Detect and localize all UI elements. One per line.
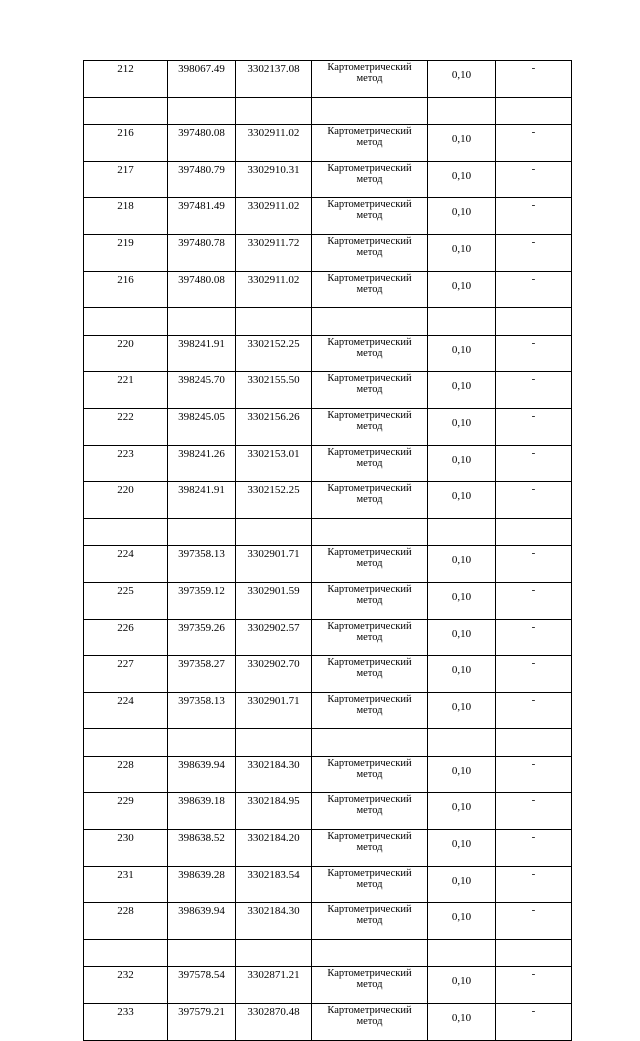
point-number-cell: 221 [84, 372, 168, 409]
accuracy-cell: 0,10 [428, 198, 496, 235]
x-coordinate-cell: 397359.26 [168, 619, 236, 656]
empty-cell [496, 729, 572, 757]
point-number-cell: 218 [84, 198, 168, 235]
method-cell [312, 619, 428, 656]
description-cell: - [496, 793, 572, 830]
method-line-1: Картометрический [327, 62, 412, 73]
method-cell [312, 161, 428, 198]
table-row [84, 756, 572, 793]
method-line-1: Картометрический [327, 272, 412, 284]
point-number-cell: 220 [84, 335, 168, 372]
description-cell: - [496, 619, 572, 656]
method-line-1: Картометрический [327, 968, 412, 980]
method-cell [312, 692, 428, 729]
point-number-cell: 224 [84, 692, 168, 729]
point-number-cell: 222 [84, 408, 168, 445]
point-number-cell: 226 [84, 619, 168, 656]
x-coordinate-cell: 397359.12 [168, 582, 236, 619]
table-row [84, 372, 572, 409]
description-cell: - [496, 161, 572, 198]
method-line-2: метод [356, 631, 383, 643]
method-line-2: метод [356, 768, 383, 780]
table-row [84, 198, 572, 235]
y-coordinate-cell: 3302901.71 [236, 546, 312, 583]
empty-cell [236, 308, 312, 336]
point-number-cell: 212 [84, 61, 168, 98]
empty-cell [168, 308, 236, 336]
accuracy-cell: 0,10 [428, 408, 496, 445]
point-number-cell: 219 [84, 234, 168, 271]
y-coordinate-cell: 3302871.21 [236, 967, 312, 1004]
method-line-2: метод [356, 173, 383, 185]
point-number-cell: 233 [84, 1004, 168, 1041]
table-row [84, 408, 572, 445]
method-cell [312, 335, 428, 372]
x-coordinate-cell: 398639.94 [168, 756, 236, 793]
table-row [84, 793, 572, 830]
empty-cell [428, 518, 496, 546]
description-cell: - [496, 546, 572, 583]
x-coordinate-cell: 398241.91 [168, 335, 236, 372]
method-line-1: Картометрический [327, 446, 412, 458]
method-line-1: Картометрический [327, 1005, 412, 1017]
point-number-cell: 231 [84, 866, 168, 903]
empty-cell [496, 97, 572, 125]
method-cell [312, 125, 428, 162]
y-coordinate-cell: 3302152.25 [236, 335, 312, 372]
empty-cell [168, 518, 236, 546]
point-number-cell: 229 [84, 793, 168, 830]
method-line-1: Картометрический [327, 547, 412, 559]
method-line-1: Картометрический [327, 693, 412, 705]
method-cell [312, 482, 428, 519]
method-cell [312, 793, 428, 830]
x-coordinate-cell: 398067.49 [168, 61, 236, 98]
method-line-1: Картометрический [327, 757, 412, 769]
method-line-1: Картометрический [327, 373, 412, 385]
method-line-2: метод [356, 494, 383, 506]
y-coordinate-cell: 3302184.30 [236, 903, 312, 940]
y-coordinate-cell: 3302152.25 [236, 482, 312, 519]
point-number-cell: 225 [84, 582, 168, 619]
method-line-1: Картометрический [327, 794, 412, 806]
method-line-2: метод [356, 73, 383, 84]
description-cell: - [496, 582, 572, 619]
empty-cell [84, 518, 168, 546]
x-coordinate-cell: 397579.21 [168, 1004, 236, 1041]
table-body [84, 61, 572, 1041]
accuracy-cell: 0,10 [428, 1004, 496, 1041]
y-coordinate-cell: 3302911.72 [236, 234, 312, 271]
point-number-cell: 216 [84, 125, 168, 162]
x-coordinate-cell: 397480.08 [168, 271, 236, 308]
table-row [84, 619, 572, 656]
empty-cell [312, 308, 428, 336]
method-line-2: метод [356, 594, 383, 606]
accuracy-cell: 0,10 [428, 234, 496, 271]
table-row [84, 546, 572, 583]
point-number-cell: 232 [84, 967, 168, 1004]
method-line-2: метод [356, 878, 383, 890]
method-cell [312, 271, 428, 308]
empty-cell [428, 97, 496, 125]
method-cell [312, 445, 428, 482]
accuracy-cell: 0,10 [428, 445, 496, 482]
table-row [84, 656, 572, 693]
method-line-1: Картометрический [327, 409, 412, 421]
y-coordinate-cell: 3302902.57 [236, 619, 312, 656]
description-cell: - [496, 198, 572, 235]
table-blank-row [84, 518, 572, 546]
method-line-2: метод [356, 915, 383, 927]
accuracy-cell: 0,10 [428, 656, 496, 693]
empty-cell [312, 97, 428, 125]
table-row [84, 830, 572, 867]
accuracy-cell: 0,10 [428, 830, 496, 867]
method-line-2: метод [356, 805, 383, 817]
method-cell [312, 372, 428, 409]
table-row [84, 61, 572, 98]
x-coordinate-cell: 397578.54 [168, 967, 236, 1004]
point-number-cell: 228 [84, 756, 168, 793]
empty-cell [168, 729, 236, 757]
point-number-cell: 223 [84, 445, 168, 482]
method-cell [312, 408, 428, 445]
table-blank-row [84, 939, 572, 967]
table-row [84, 234, 572, 271]
empty-cell [84, 939, 168, 967]
table-row [84, 125, 572, 162]
method-line-1: Картометрический [327, 583, 412, 595]
x-coordinate-cell: 397358.13 [168, 692, 236, 729]
description-cell: - [496, 1004, 572, 1041]
empty-cell [312, 939, 428, 967]
method-line-2: метод [356, 283, 383, 295]
description-cell: - [496, 830, 572, 867]
description-cell: - [496, 903, 572, 940]
description-cell: - [496, 756, 572, 793]
table-row [84, 482, 572, 519]
accuracy-cell: 0,10 [428, 692, 496, 729]
empty-cell [428, 308, 496, 336]
method-cell [312, 830, 428, 867]
method-line-2: метод [356, 842, 383, 854]
empty-cell [236, 97, 312, 125]
empty-cell [236, 939, 312, 967]
accuracy-cell: 0,10 [428, 967, 496, 1004]
description-cell: - [496, 335, 572, 372]
method-line-2: метод [356, 979, 383, 991]
point-number-cell: 227 [84, 656, 168, 693]
y-coordinate-cell: 3302901.59 [236, 582, 312, 619]
y-coordinate-cell: 3302901.71 [236, 692, 312, 729]
empty-cell [496, 308, 572, 336]
x-coordinate-cell: 398639.28 [168, 866, 236, 903]
method-line-2: метод [356, 137, 383, 149]
accuracy-cell: 0,10 [428, 866, 496, 903]
method-cell [312, 903, 428, 940]
description-cell: - [496, 866, 572, 903]
table-row [84, 692, 572, 729]
table-row [84, 1004, 572, 1041]
table-row [84, 445, 572, 482]
description-cell: - [496, 656, 572, 693]
accuracy-cell: 0,10 [428, 271, 496, 308]
method-line-2: метод [356, 668, 383, 680]
accuracy-cell: 0,10 [428, 372, 496, 409]
method-line-1: Картометрический [327, 620, 412, 632]
x-coordinate-cell: 397358.27 [168, 656, 236, 693]
method-line-1: Картометрический [327, 904, 412, 916]
method-line-2: метод [356, 210, 383, 222]
y-coordinate-cell: 3302137.08 [236, 61, 312, 98]
y-coordinate-cell: 3302911.02 [236, 198, 312, 235]
point-number-cell: 224 [84, 546, 168, 583]
table-blank-row [84, 97, 572, 125]
description-cell: - [496, 61, 572, 98]
x-coordinate-cell: 398639.94 [168, 903, 236, 940]
method-cell [312, 656, 428, 693]
x-coordinate-cell: 398245.70 [168, 372, 236, 409]
accuracy-cell: 0,10 [428, 546, 496, 583]
accuracy-cell: 0,10 [428, 482, 496, 519]
x-coordinate-cell: 397480.78 [168, 234, 236, 271]
table-blank-row [84, 308, 572, 336]
table-row [84, 582, 572, 619]
method-cell [312, 61, 428, 98]
x-coordinate-cell: 397481.49 [168, 198, 236, 235]
accuracy-cell: 0,10 [428, 582, 496, 619]
y-coordinate-cell: 3302155.50 [236, 372, 312, 409]
method-cell [312, 198, 428, 235]
empty-cell [312, 729, 428, 757]
empty-cell [236, 518, 312, 546]
x-coordinate-cell: 398241.26 [168, 445, 236, 482]
point-number-cell: 220 [84, 482, 168, 519]
method-cell [312, 756, 428, 793]
y-coordinate-cell: 3302902.70 [236, 656, 312, 693]
accuracy-cell: 0,10 [428, 335, 496, 372]
accuracy-cell: 0,10 [428, 619, 496, 656]
empty-cell [84, 308, 168, 336]
empty-cell [428, 939, 496, 967]
method-line-1: Картометрический [327, 657, 412, 669]
point-number-cell: 228 [84, 903, 168, 940]
accuracy-cell: 0,10 [428, 756, 496, 793]
table-row [84, 866, 572, 903]
empty-cell [236, 729, 312, 757]
y-coordinate-cell: 3302156.26 [236, 408, 312, 445]
y-coordinate-cell: 3302184.95 [236, 793, 312, 830]
description-cell: - [496, 445, 572, 482]
method-line-2: метод [356, 704, 383, 716]
table-row [84, 271, 572, 308]
empty-cell [428, 729, 496, 757]
empty-cell [168, 939, 236, 967]
description-cell: - [496, 967, 572, 1004]
x-coordinate-cell: 397480.79 [168, 161, 236, 198]
method-line-2: метод [356, 457, 383, 469]
table-row [84, 967, 572, 1004]
y-coordinate-cell: 3302910.31 [236, 161, 312, 198]
method-cell [312, 967, 428, 1004]
empty-cell [84, 729, 168, 757]
method-cell [312, 1004, 428, 1041]
x-coordinate-cell: 398639.18 [168, 793, 236, 830]
method-line-2: метод [356, 246, 383, 258]
y-coordinate-cell: 3302184.30 [236, 756, 312, 793]
method-line-1: Картометрический [327, 483, 412, 495]
description-cell: - [496, 125, 572, 162]
accuracy-cell: 0,10 [428, 793, 496, 830]
accuracy-cell: 0,10 [428, 161, 496, 198]
empty-cell [312, 518, 428, 546]
y-coordinate-cell: 3302183.54 [236, 866, 312, 903]
table-row [84, 335, 572, 372]
method-line-1: Картометрический [327, 831, 412, 843]
x-coordinate-cell: 398638.52 [168, 830, 236, 867]
method-line-1: Картометрический [327, 235, 412, 247]
point-number-cell: 216 [84, 271, 168, 308]
method-cell [312, 234, 428, 271]
empty-cell [168, 97, 236, 125]
x-coordinate-cell: 397358.13 [168, 546, 236, 583]
method-line-1: Картометрический [327, 199, 412, 211]
accuracy-cell: 0,10 [428, 903, 496, 940]
method-line-2: метод [356, 384, 383, 396]
method-line-2: метод [356, 420, 383, 432]
description-cell: - [496, 692, 572, 729]
method-cell [312, 546, 428, 583]
description-cell: - [496, 482, 572, 519]
accuracy-cell: 0,10 [428, 61, 496, 98]
y-coordinate-cell: 3302911.02 [236, 125, 312, 162]
method-line-1: Картометрический [327, 162, 412, 174]
empty-cell [496, 518, 572, 546]
point-number-cell: 217 [84, 161, 168, 198]
empty-cell [84, 97, 168, 125]
description-cell: - [496, 372, 572, 409]
method-line-1: Картометрический [327, 336, 412, 348]
description-cell: - [496, 271, 572, 308]
description-cell: - [496, 408, 572, 445]
x-coordinate-cell: 398241.91 [168, 482, 236, 519]
y-coordinate-cell: 3302184.20 [236, 830, 312, 867]
method-line-2: метод [356, 347, 383, 359]
x-coordinate-cell: 398245.05 [168, 408, 236, 445]
y-coordinate-cell: 3302911.02 [236, 271, 312, 308]
coordinates-table [83, 60, 572, 1041]
method-line-1: Картометрический [327, 126, 412, 138]
accuracy-cell: 0,10 [428, 125, 496, 162]
method-line-2: метод [356, 558, 383, 570]
y-coordinate-cell: 3302153.01 [236, 445, 312, 482]
empty-cell [496, 939, 572, 967]
method-line-2: метод [356, 1016, 383, 1028]
method-line-1: Картометрический [327, 867, 412, 879]
method-cell [312, 582, 428, 619]
y-coordinate-cell: 3302870.48 [236, 1004, 312, 1041]
table-blank-row [84, 729, 572, 757]
table-row [84, 903, 572, 940]
method-cell [312, 866, 428, 903]
x-coordinate-cell: 397480.08 [168, 125, 236, 162]
table-row [84, 161, 572, 198]
point-number-cell: 230 [84, 830, 168, 867]
description-cell: - [496, 234, 572, 271]
